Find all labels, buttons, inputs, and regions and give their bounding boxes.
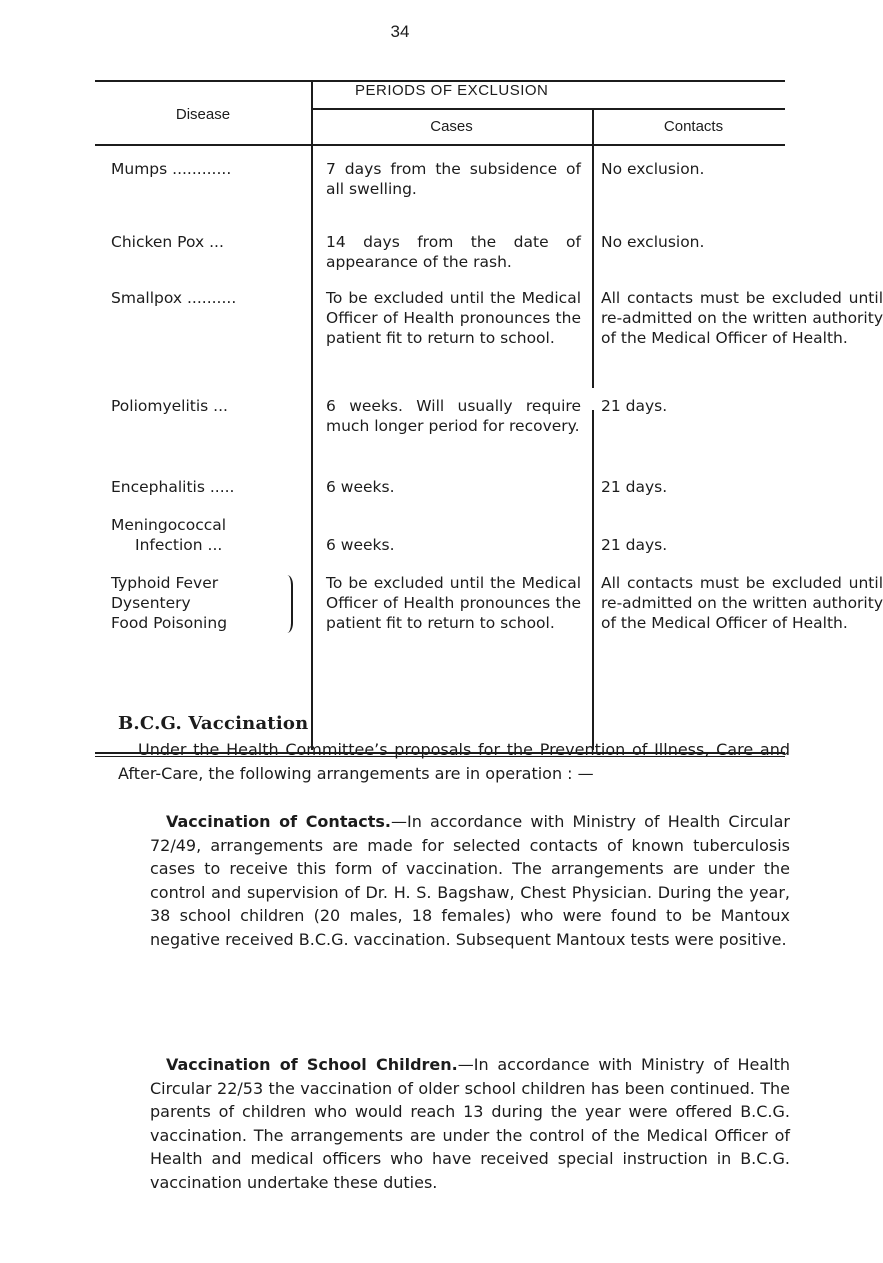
header-cases: Cases: [430, 118, 473, 135]
contacts-chicken-pox: No exclusion.: [601, 233, 705, 251]
cases-meningococcal: 6 weeks.: [326, 536, 395, 554]
grouping-brace: [285, 575, 293, 633]
disease-food-poisoning: Food Poisoning: [111, 614, 228, 632]
children-vaccination-lead: Vaccination of School Children.: [166, 1055, 458, 1074]
contacts-smallpox: All contacts must be excluded until re-admitted on the written authority of the Medical Officer of Health.: [601, 289, 883, 347]
disease-mumps: Mumps ............: [111, 160, 232, 178]
disease-encephalitis: Encephalitis .....: [111, 478, 235, 496]
cases-smallpox: To be excluded until the Medical Officer of Health pronounces the patient fit to return to school.: [326, 289, 581, 347]
contacts-vaccination-paragraph: [150, 810, 790, 952]
cases-poliomyelitis: 6 weeks. Will usually require much longer period for recovery.: [326, 397, 581, 435]
disease-typhoid-fever: Typhoid Fever: [111, 574, 219, 592]
header-contacts: Contacts: [663, 118, 724, 135]
exclusion-table: [95, 80, 883, 760]
header-periods-of-exclusion: PERIODS OF EXCLUSION: [355, 82, 549, 99]
disease-chicken-pox: Chicken Pox ...: [111, 233, 224, 251]
contacts-mumps: No exclusion.: [601, 160, 705, 178]
contacts-vaccination-lead: Vaccination of Contacts.: [166, 812, 391, 831]
cases-encephalitis: 6 weeks.: [326, 478, 395, 496]
disease-poliomyelitis: Poliomyelitis ...: [111, 397, 228, 415]
cases-typhoid-group: To be excluded until the Medical Officer of Health pronounces the patient fit to return to school.: [326, 574, 581, 632]
cases-mumps: 7 days from the subsidence of all swelling.: [326, 160, 581, 198]
contacts-poliomyelitis: 21 days.: [601, 397, 668, 415]
disease-smallpox: Smallpox ..........: [111, 289, 237, 307]
intro-paragraph: Under the Health Committee’s proposals for the Prevention of Illness, Care and After-Care, the following arrangements are in operation : —: [118, 740, 790, 783]
contacts-vaccination-text: —In accordance with Ministry of Health Circular 72/49, arrangements are made for selected contacts of known tuberculosis cases to receive this form of vaccination. The arrangements are under the control and supervision of Dr. H. S. Bagshaw, Chest Physician. During the year, 38 school children (20 males, 18 females) who were found to be Mantoux negative received B.C.G. vaccination. Subsequent Mantoux tests were positive.: [150, 812, 791, 949]
contacts-typhoid-group: All contacts must be excluded until re-admitted on the written authority of the Medical Officer of Health.: [601, 574, 883, 632]
column-divider-disease: [311, 80, 313, 750]
header-bottom-rule: [95, 144, 785, 146]
disease-meningococcal-line1: Meningococcal: [111, 516, 227, 534]
contacts-encephalitis: 21 days.: [601, 478, 668, 496]
children-vaccination-paragraph: [150, 1053, 790, 1195]
cases-chicken-pox: 14 days from the date of appearance of the rash.: [326, 233, 581, 271]
page-number: 34: [390, 22, 410, 41]
disease-meningococcal-line2: Infection ...: [135, 536, 223, 554]
disease-dysentery: Dysentery: [111, 594, 191, 612]
contacts-meningococcal: 21 days.: [601, 536, 668, 554]
header-disease: Disease: [175, 106, 231, 123]
column-divider-cases-lower: [592, 410, 594, 750]
section-heading: B.C.G. Vaccination: [118, 713, 309, 734]
periods-underline: [311, 108, 785, 110]
children-vaccination-text: —In accordance with Ministry of Health Circular 22/53 the vaccination of older school children has been continued. The parents of children who would reach 13 during the year were offered B.C.G. vaccination. The arrangements are under the control of the Medical Officer of Health and medical officers who have received special instruction in B.C.G. vaccination undertake these duties.: [150, 1055, 790, 1192]
column-divider-cases: [592, 108, 594, 388]
